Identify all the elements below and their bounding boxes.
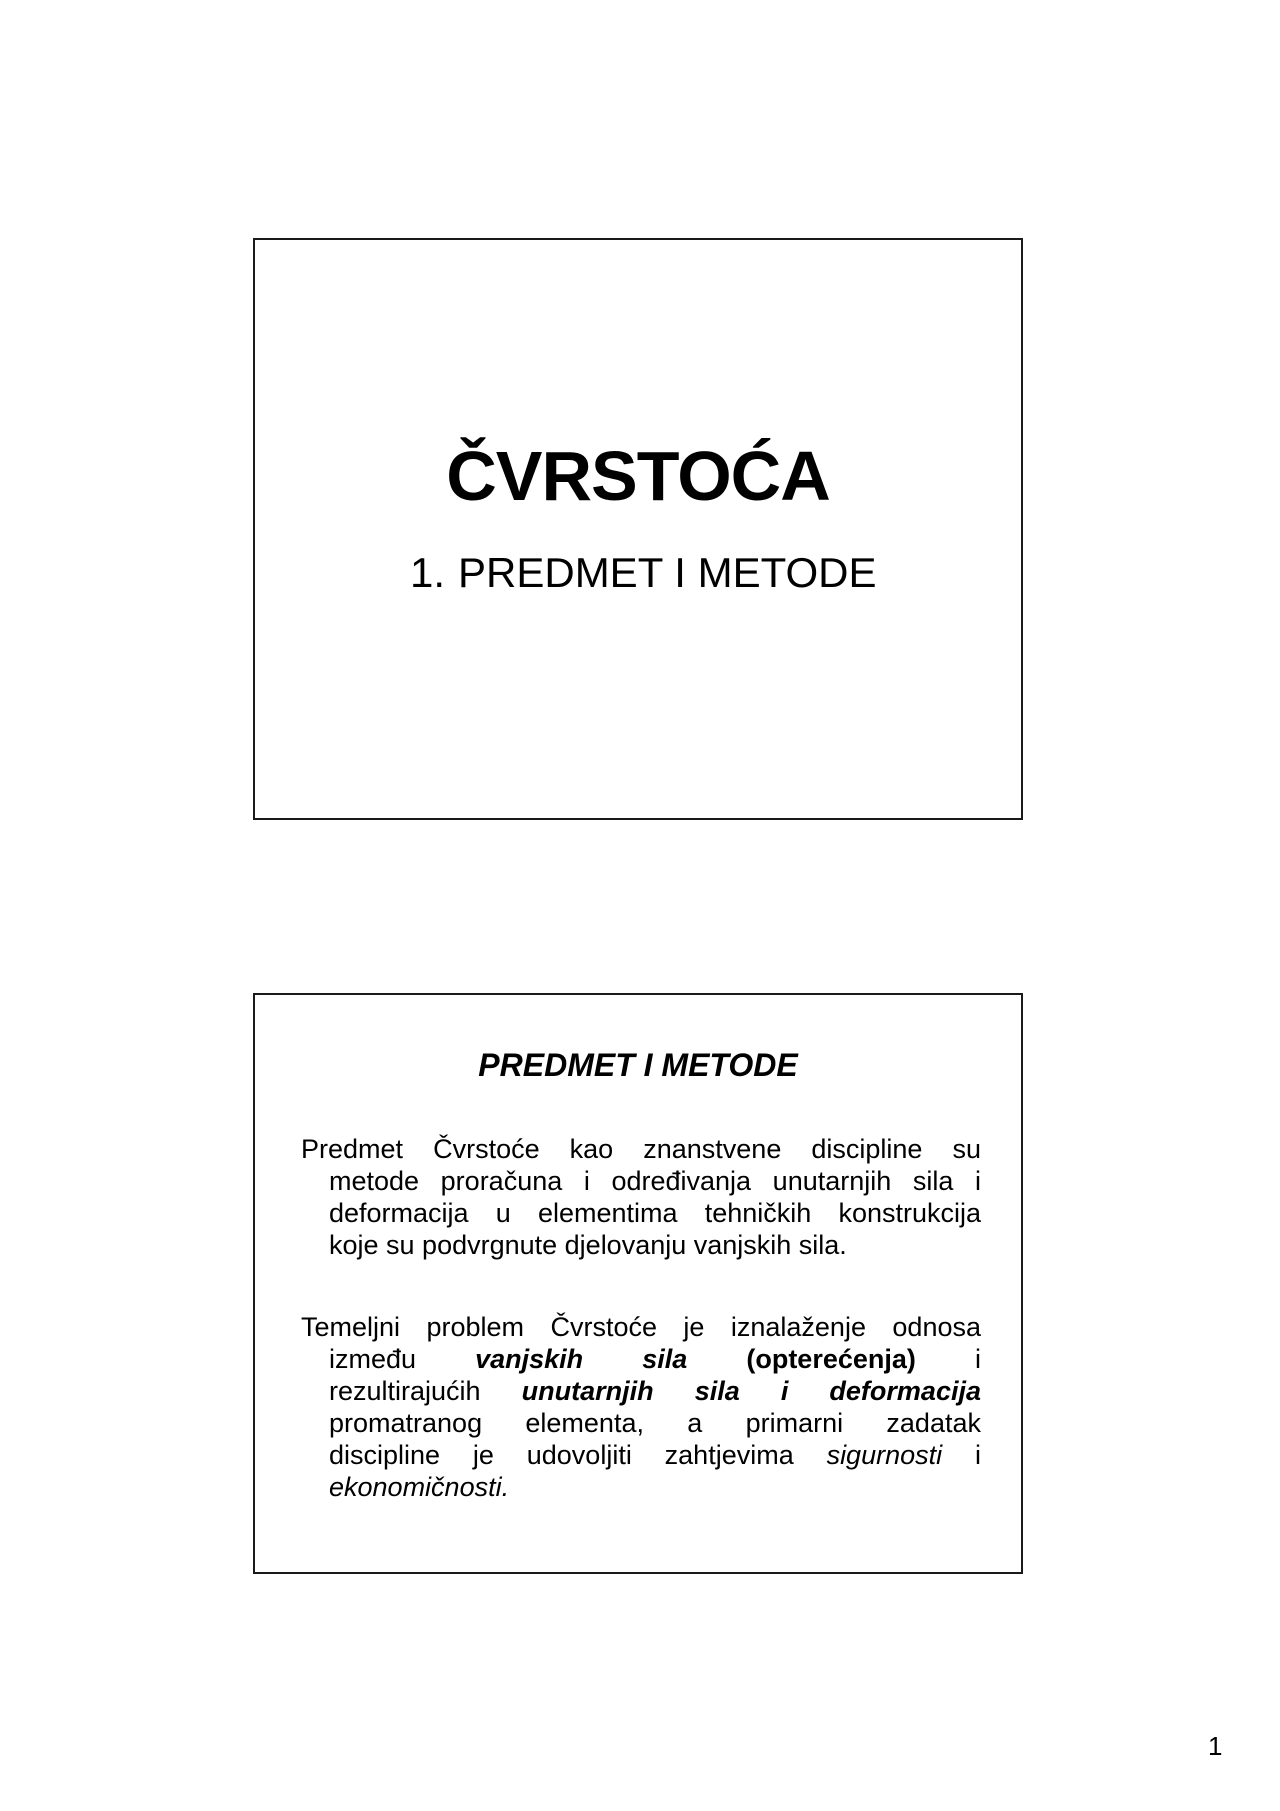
emphasis-economy: ekonomičnosti. bbox=[329, 1472, 510, 1502]
text-line bbox=[329, 1343, 981, 1375]
paragraph-subject bbox=[301, 1133, 981, 1261]
text-line: Predmet Čvrstoće kao znanstvene discipline su bbox=[301, 1134, 981, 1164]
subtitle-number: 1. bbox=[410, 549, 446, 596]
slide-title: ČVRSTOĆA bbox=[446, 437, 830, 515]
emphasis-external-forces: vanjskih bbox=[475, 1344, 584, 1374]
text-line bbox=[329, 1439, 981, 1471]
emphasis-safety: sigurnosti bbox=[826, 1440, 943, 1470]
emphasis-forces: sila bbox=[642, 1344, 688, 1374]
text-run: i bbox=[974, 1344, 981, 1374]
emphasis-loads: (opterećenja) bbox=[746, 1344, 916, 1374]
text-line: metode proračuna i određivanja unutarnjih sila i bbox=[329, 1166, 981, 1196]
page-number: 1 bbox=[1208, 1731, 1223, 1761]
text-run: između bbox=[329, 1344, 417, 1374]
text-line: koje su podvrgnute djelovanju vanjskih sila. bbox=[329, 1230, 847, 1260]
emphasis-deformations: deformacija bbox=[829, 1376, 981, 1406]
text-line: deformacija u elementima tehničkih konstrukcija bbox=[329, 1198, 981, 1228]
text-line: Temeljni problem Čvrstoće je iznalaženje odnosa bbox=[301, 1312, 981, 1342]
slide-subtitle bbox=[410, 549, 877, 597]
emphasis-and: i bbox=[780, 1376, 789, 1406]
text-line bbox=[329, 1375, 981, 1407]
text-run: discipline je udovoljiti zahtjevima bbox=[329, 1440, 794, 1470]
slide-heading: PREDMET I METODE bbox=[478, 1047, 798, 1083]
text-line: promatranog elementa, a primarni zadatak bbox=[329, 1408, 981, 1438]
emphasis-internal: unutarnjih bbox=[521, 1376, 654, 1406]
emphasis-forces: sila bbox=[694, 1376, 740, 1406]
text-run: i bbox=[974, 1440, 981, 1470]
paragraph-problem bbox=[301, 1311, 981, 1503]
text-run: rezultirajućih bbox=[329, 1376, 481, 1406]
subtitle-text: PREDMET I METODE bbox=[458, 549, 877, 596]
title-slide bbox=[253, 238, 1023, 820]
content-slide bbox=[253, 993, 1023, 1574]
